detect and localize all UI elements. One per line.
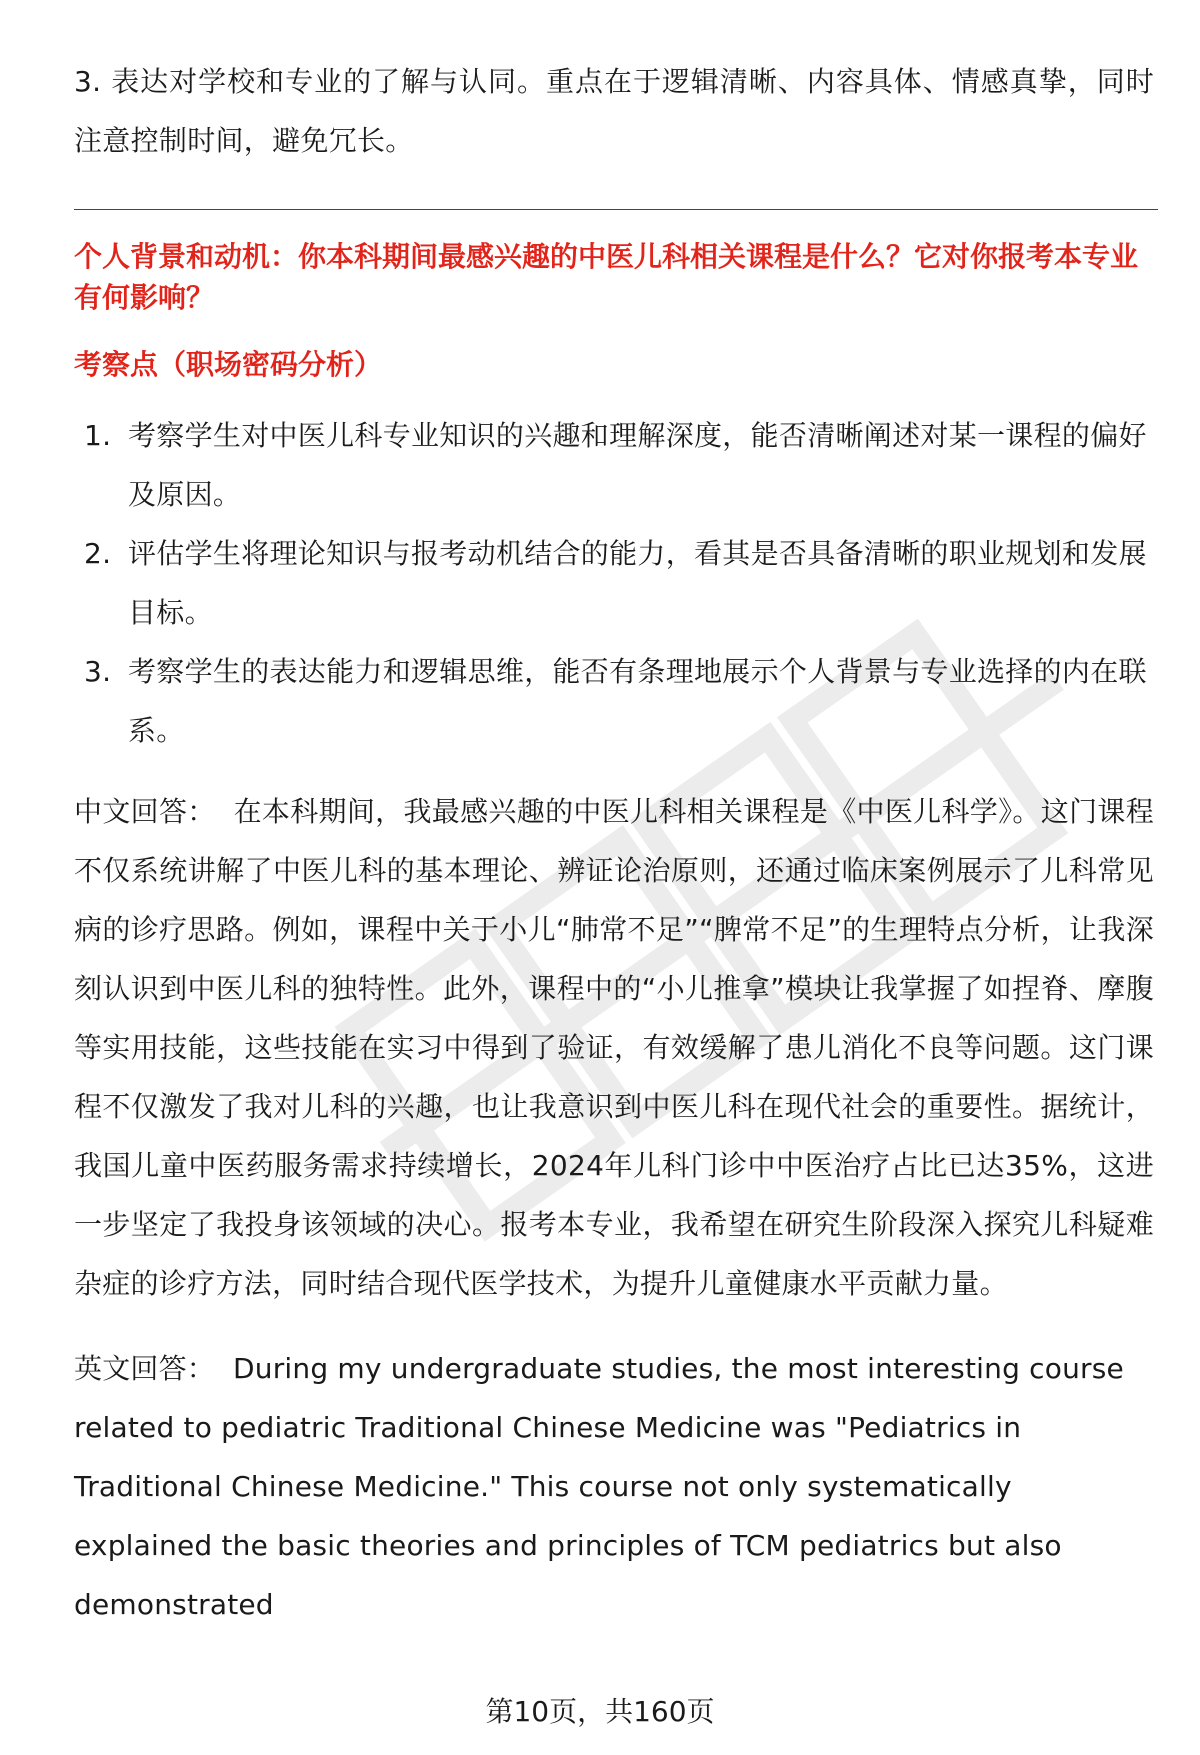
list-item (74, 406, 1154, 524)
english-answer-text: During my undergraduate studies, the most interesting course related to pediatric Traditional Chinese Medicine was "Pediatrics in Traditional Chinese Medicine." This course not only systematically explained the basic theories and principles of TCM pediatrics but also demonstrated (74, 1352, 1124, 1621)
chinese-answer (74, 782, 1154, 1313)
analysis-list (74, 406, 1154, 760)
section-divider (74, 209, 1158, 210)
list-item-number: 3. (84, 655, 112, 688)
main-content (74, 52, 1154, 1634)
english-answer (74, 1339, 1154, 1634)
list-item-text: 考察学生对中医儿科专业知识的兴趣和理解深度，能否清晰阐述对某一课程的偏好及原因。 (128, 419, 1147, 511)
page-number-footer: 第10页，共160页 (485, 1695, 715, 1728)
analysis-heading: 考察点（职场密码分析） (74, 348, 383, 381)
list-item-text: 考察学生的表达能力和逻辑思维，能否有条理地展示个人背景与专业选择的内在联系。 (128, 655, 1147, 747)
list-item (74, 642, 1154, 760)
chinese-answer-label: 中文回答： (74, 795, 216, 828)
list-item-number: 1. (84, 419, 112, 452)
list-item-number: 2. (84, 537, 112, 570)
english-answer-label: 英文回答： (74, 1352, 216, 1385)
list-item-text: 评估学生将理论知识与报考动机结合的能力，看其是否具备清晰的职业规划和发展目标。 (128, 537, 1147, 629)
intro-paragraph: 3. 表达对学校和专业的了解与认同。重点在于逻辑清晰、内容具体、情感真挚，同时注意控制时间，避免冗长。 (74, 65, 1154, 157)
question-heading: 个人背景和动机：你本科期间最感兴趣的中医儿科相关课程是什么？它对你报考本专业有何影响？ (74, 240, 1139, 314)
chinese-answer-text: 在本科期间，我最感兴趣的中医儿科相关课程是《中医儿科学》。这门课程不仅系统讲解了中医儿科的基本理论、辨证论治原则，还通过临床案例展示了儿科常见病的诊疗思路。例如，课程中关于小儿“肺常不足”“脾常不足”的生理特点分析，让我深刻认识到中医儿科的独特性。此外，课程中的“小儿推拿”模块让我掌握了如捏脊、摩腹等实用技能，这些技能在实习中得到了验证，有效缓解了患儿消化不良等问题。这门课程不仅激发了我对儿科的兴趣，也让我意识到中医儿科在现代社会的重要性。据统计，我国儿童中医药服务需求持续增长，2024年儿科门诊中中医治疗占比已达35%，这进一步坚定了我投身该领域的决心。报考本专业，我希望在研究生阶段深入探究儿科疑难杂症的诊疗方法，同时结合现代医学技术，为提升儿童健康水平贡献力量。 (74, 795, 1154, 1300)
list-item (74, 524, 1154, 642)
